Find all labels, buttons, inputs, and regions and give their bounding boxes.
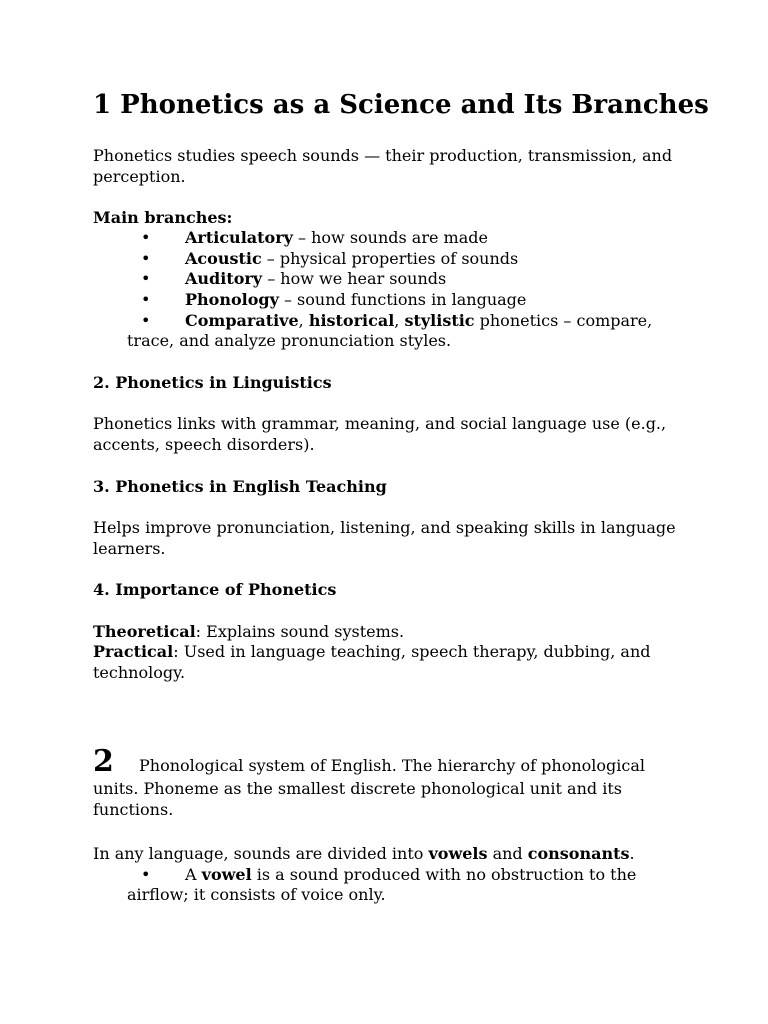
practical-line <box>93 642 651 663</box>
intro-paragraph-line-2: perception. <box>93 167 186 186</box>
branch-description: – sound functions in language <box>278 290 527 309</box>
list-item <box>93 311 673 353</box>
teaching-paragraph-line-1: Helps improve pronunciation, listening, and speaking skills in language <box>93 518 676 537</box>
section-2-number: 2 <box>93 744 114 779</box>
vowels-consonants-paragraph <box>93 844 635 865</box>
section-2-heading-line-1: Phonological system of English. The hierarchy of phonological <box>139 756 645 775</box>
teaching-paragraph-line-2: learners. <box>93 539 166 558</box>
linguistics-paragraph-line-1: Phonetics links with grammar, meaning, and social language use (e.g., <box>93 414 667 433</box>
branch-name: stylistic <box>404 311 475 330</box>
branch-name: Phonology <box>185 290 279 309</box>
branch-name: Comparative <box>185 311 299 330</box>
list-item <box>93 269 673 290</box>
list-text: A <box>185 865 202 884</box>
list-text-wrap: airflow; it consists of voice only. <box>127 885 386 904</box>
branch-description: phonetics – compare, <box>474 311 653 330</box>
list-item <box>93 865 673 907</box>
intro-paragraph-line-1: Phonetics studies speech sounds — their production, transmission, and <box>93 146 673 165</box>
separator: , <box>394 311 405 330</box>
practical-line-2: technology. <box>93 663 186 682</box>
bullet-glyph: • <box>141 290 151 309</box>
paragraph-text: . <box>629 844 635 863</box>
term-vowel: vowel <box>201 865 252 884</box>
list-item <box>93 249 673 270</box>
bullet-glyph: • <box>141 865 151 884</box>
bullet-glyph: • <box>141 311 151 330</box>
theoretical-text: : Explains sound systems. <box>195 622 405 641</box>
subsection-heading-teaching: 3. Phonetics in English Teaching <box>93 477 387 496</box>
subsection-heading-importance: 4. Importance of Phonetics <box>93 580 337 599</box>
practical-label: Practical <box>93 642 174 661</box>
branch-name: Acoustic <box>185 249 262 268</box>
section-1-title: 1 Phonetics as a Science and Its Branches <box>93 90 709 120</box>
bullet-glyph: • <box>141 228 151 247</box>
list-text: is a sound produced with no obstruction to the <box>251 865 637 884</box>
term-vowels: vowels <box>428 844 488 863</box>
branch-name: Auditory <box>185 269 263 288</box>
branch-description: – how sounds are made <box>292 228 488 247</box>
separator: , <box>298 311 309 330</box>
linguistics-paragraph-line-2: accents, speech disorders). <box>93 435 315 454</box>
subsection-heading-linguistics: 2. Phonetics in Linguistics <box>93 373 332 392</box>
paragraph-text: In any language, sounds are divided into <box>93 844 429 863</box>
paragraph-text: and <box>487 844 528 863</box>
section-2-heading-line-2: units. Phoneme as the smallest discrete phonological unit and its <box>93 779 622 798</box>
main-branches-label: Main branches: <box>93 208 233 227</box>
section-2-heading-line-3: functions. <box>93 800 174 819</box>
branch-name: historical <box>308 311 395 330</box>
list-item <box>93 290 673 311</box>
bullet-glyph: • <box>141 249 151 268</box>
practical-text: : Used in language teaching, speech therapy, dubbing, and <box>173 642 651 661</box>
list-item <box>93 228 673 249</box>
branch-name: Articulatory <box>185 228 293 247</box>
branch-description-wrap: trace, and analyze pronunciation styles. <box>127 331 452 350</box>
term-consonants: consonants <box>527 844 630 863</box>
theoretical-label: Theoretical <box>93 622 196 641</box>
theoretical-line <box>93 622 404 643</box>
branch-description: – physical properties of sounds <box>261 249 519 268</box>
branch-description: – how we hear sounds <box>262 269 447 288</box>
bullet-glyph: • <box>141 269 151 288</box>
